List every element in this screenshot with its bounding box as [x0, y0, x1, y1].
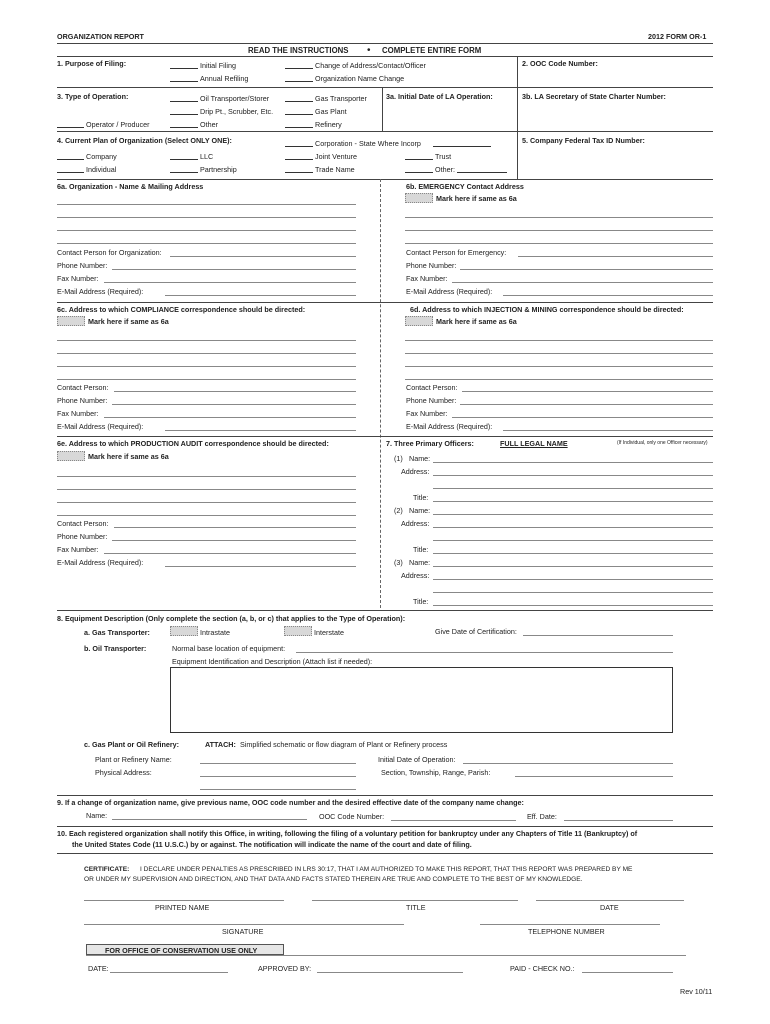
- plant-name-label: Plant or Refinery Name:: [95, 755, 172, 764]
- emergency-fax-field[interactable]: [452, 282, 713, 283]
- audit-email-label: E-Mail Address (Required):: [57, 558, 144, 567]
- org-fax-label: Fax Number:: [57, 274, 99, 283]
- injection-address-line-3[interactable]: [405, 366, 713, 367]
- audit-phone-field[interactable]: [112, 540, 356, 541]
- corporation-blank[interactable]: [285, 146, 313, 147]
- compliance-same-checkbox[interactable]: [57, 316, 85, 326]
- initial-date-title: 3a. Initial Date of LA Operation:: [386, 92, 493, 101]
- previous-ooc-label: OOC Code Number:: [319, 812, 385, 821]
- officers-note: (If Individual, only one Officer necessary): [617, 440, 708, 446]
- org-address-line-3[interactable]: [57, 230, 356, 231]
- complete-form: COMPLETE ENTIRE FORM: [382, 46, 482, 55]
- effective-date-label: Eff. Date:: [527, 812, 557, 821]
- other-plan-field[interactable]: [457, 172, 507, 173]
- individual-blank[interactable]: [57, 172, 84, 173]
- injection-same-label: Mark here if same as 6a: [436, 317, 517, 326]
- telephone-caption: TELEPHONE NUMBER: [528, 927, 605, 936]
- certificate-text-1: I DECLARE UNDER PENALTIES AS PRESCRIBED IN LRS 30:17, THAT I AM AUTHORIZED TO MAKE THIS REPORT, THAT THIS REPORT WAS PREPARED BY ME: [140, 866, 633, 873]
- telephone-field[interactable]: [480, 924, 660, 925]
- org-contact-field[interactable]: [170, 256, 356, 257]
- printed-name-caption: PRINTED NAME: [155, 903, 210, 912]
- audit-contact-label: Contact Person:: [57, 519, 109, 528]
- annual-refiling-label: Annual Refiling: [200, 74, 249, 83]
- officer-2-title-label: Title:: [413, 545, 429, 554]
- compliance-contact-label: Contact Person:: [57, 383, 109, 392]
- compliance-contact-field[interactable]: [114, 391, 356, 392]
- emergency-email-field[interactable]: [503, 295, 713, 296]
- company-blank[interactable]: [57, 159, 84, 160]
- initial-operation-label: Initial Date of Operation:: [378, 755, 456, 764]
- org-phone-field[interactable]: [112, 269, 356, 270]
- base-location-label: Normal base location of equipment:: [172, 644, 286, 653]
- previous-ooc-field[interactable]: [391, 820, 516, 821]
- certificate-text-2: OR UNDER MY SUPERVISION AND DIRECTION, AND THAT DATA AND FACTS STATED THEREIN ARE TRUE AND COMPLETE TO THE BEST OF MY KNOWLEDGE.: [84, 876, 583, 883]
- oil-transporter-blank[interactable]: [170, 101, 198, 102]
- audit-email-field[interactable]: [165, 566, 356, 567]
- corporation-label: Corporation - State Where Incorp: [315, 139, 421, 148]
- emergency-address-line-1[interactable]: [405, 217, 713, 218]
- joint-venture-label: Joint Venture: [315, 152, 357, 161]
- certification-date-field[interactable]: [523, 635, 673, 636]
- officer-1-address-label: Address:: [401, 467, 430, 476]
- emergency-address-line-3[interactable]: [405, 243, 713, 244]
- audit-title: 6e. Address to which PRODUCTION AUDIT correspondence should be directed:: [57, 439, 329, 448]
- drip-blank[interactable]: [170, 114, 198, 115]
- emergency-fax-label: Fax Number:: [406, 274, 448, 283]
- org-phone-label: Phone Number:: [57, 261, 108, 270]
- officer-1-name-label: Name:: [409, 454, 431, 463]
- org-address-line-2[interactable]: [57, 217, 356, 218]
- compliance-same-label: Mark here if same as 6a: [88, 317, 169, 326]
- officer-2-number: (2): [394, 506, 403, 515]
- emergency-title: 6b. EMERGENCY Contact Address: [406, 182, 524, 191]
- officer-3-address-line-1[interactable]: [433, 579, 713, 580]
- physical-address-line-2[interactable]: [200, 789, 356, 790]
- compliance-fax-field[interactable]: [104, 417, 356, 418]
- emergency-address-line-2[interactable]: [405, 230, 713, 231]
- tax-id-title: 5. Company Federal Tax ID Number:: [522, 136, 645, 145]
- emergency-same-checkbox[interactable]: [405, 193, 433, 203]
- injection-address-line-2[interactable]: [405, 353, 713, 354]
- section-township-field[interactable]: [515, 776, 673, 777]
- compliance-address-line-2[interactable]: [57, 353, 356, 354]
- compliance-email-label: E-Mail Address (Required):: [57, 422, 144, 431]
- ooc-code-title: 2. OOC Code Number:: [522, 59, 598, 68]
- officer-1-title-label: Title:: [413, 493, 429, 502]
- other-plan-blank[interactable]: [405, 172, 433, 173]
- emergency-contact-field[interactable]: [518, 256, 713, 257]
- injection-address-line-1[interactable]: [405, 340, 713, 341]
- attach-label: ATTACH:: [205, 740, 236, 749]
- drip-label: Drip Pt., Scrubber, Etc.: [200, 107, 274, 116]
- approved-by-field[interactable]: [317, 972, 463, 973]
- audit-same-label: Mark here if same as 6a: [88, 452, 169, 461]
- company-label: Company: [86, 152, 117, 161]
- operation-type-title: 3. Type of Operation:: [57, 92, 129, 101]
- printed-name-field[interactable]: [84, 900, 284, 901]
- injection-fax-label: Fax Number:: [406, 409, 448, 418]
- equipment-title: 8. Equipment Description (Only complete the section (a, b, or c) that applies to the Type of Operation):: [57, 614, 406, 623]
- change-address-blank[interactable]: [285, 68, 313, 69]
- individual-label: Individual: [86, 165, 117, 174]
- gas-transporter-label: Gas Transporter: [315, 94, 367, 103]
- approved-by-label: APPROVED BY:: [258, 964, 312, 973]
- officer-1-address-line-2[interactable]: [433, 488, 713, 489]
- injection-phone-label: Phone Number:: [406, 396, 457, 405]
- emergency-email-label: E-Mail Address (Required):: [406, 287, 493, 296]
- office-date-label: DATE:: [88, 964, 109, 973]
- officer-3-name-label: Name:: [409, 558, 431, 567]
- officer-3-number: (3): [394, 558, 403, 567]
- audit-address-line-2[interactable]: [57, 489, 356, 490]
- date-caption: DATE: [600, 903, 619, 912]
- trade-name-label: Trade Name: [315, 165, 355, 174]
- org-contact-label: Contact Person for Organization:: [57, 248, 162, 257]
- equipment-description-box[interactable]: [170, 667, 673, 733]
- compliance-phone-label: Phone Number:: [57, 396, 108, 405]
- officer-1-name-field[interactable]: [433, 462, 713, 463]
- org-address-title: 6a. Organization - Name & Mailing Address: [57, 182, 204, 191]
- check-number-label: PAID - CHECK NO.:: [510, 964, 575, 973]
- compliance-phone-field[interactable]: [112, 404, 356, 405]
- other-op-label: Other: [200, 120, 218, 129]
- officers-title: 7. Three Primary Officers:: [386, 439, 474, 448]
- officer-3-address-label: Address:: [401, 571, 430, 580]
- emergency-phone-field[interactable]: [460, 269, 713, 270]
- gas-plant-label: Gas Plant: [315, 107, 347, 116]
- header-rule: [57, 43, 713, 44]
- compliance-address-line-3[interactable]: [57, 366, 356, 367]
- read-instructions: READ THE INSTRUCTIONS: [248, 46, 349, 55]
- injection-phone-field[interactable]: [460, 404, 713, 405]
- org-email-label: E-Mail Address (Required):: [57, 287, 144, 296]
- officer-2-address-line-1[interactable]: [433, 527, 713, 528]
- initial-filing-blank[interactable]: [170, 68, 198, 69]
- plant-name-field[interactable]: [200, 763, 356, 764]
- officer-3-title-field[interactable]: [433, 605, 713, 606]
- officer-2-address-line-2[interactable]: [433, 540, 713, 541]
- oil-transporter-subtitle: b. Oil Transporter:: [84, 644, 147, 653]
- office-date-field[interactable]: [110, 972, 228, 973]
- refinery-label: Refinery: [315, 120, 342, 129]
- compliance-address-line-1[interactable]: [57, 340, 356, 341]
- intrastate-checkbox[interactable]: [170, 626, 198, 636]
- initial-operation-field[interactable]: [463, 763, 673, 764]
- officer-3-address-line-2[interactable]: [433, 592, 713, 593]
- name-change-blank[interactable]: [285, 81, 313, 82]
- annual-refiling-blank[interactable]: [170, 81, 198, 82]
- org-address-line-1[interactable]: [57, 204, 356, 205]
- incorp-state-field[interactable]: [433, 146, 491, 147]
- officer-2-name-field[interactable]: [433, 514, 713, 515]
- compliance-email-field[interactable]: [165, 430, 356, 431]
- injection-email-field[interactable]: [503, 430, 713, 431]
- certification-date-label: Give Date of Certification:: [435, 627, 517, 636]
- officer-2-title-field[interactable]: [433, 553, 713, 554]
- section-township-label: Section, Township, Range, Parish:: [381, 768, 491, 777]
- purpose-title: 1. Purpose of Filing:: [57, 59, 127, 68]
- audit-address-line-3[interactable]: [57, 502, 356, 503]
- injection-contact-label: Contact Person:: [406, 383, 458, 392]
- attach-text: Simplified schematic or flow diagram of Plant or Refinery process: [240, 740, 448, 749]
- certificate-label: CERTIFICATE:: [84, 866, 130, 873]
- org-address-line-4[interactable]: [57, 243, 356, 244]
- base-location-field[interactable]: [296, 652, 673, 653]
- full-legal-name: FULL LEGAL NAME: [500, 439, 568, 448]
- physical-address-field[interactable]: [200, 776, 356, 777]
- officer-3-title-label: Title:: [413, 597, 429, 606]
- audit-address-line-4[interactable]: [57, 515, 356, 516]
- trust-label: Trust: [435, 152, 452, 161]
- gas-plant-subtitle: c. Gas Plant or Oil Refinery:: [84, 740, 180, 749]
- form-number: 2012 FORM OR-1: [648, 32, 707, 41]
- audit-same-checkbox[interactable]: [57, 451, 85, 461]
- signature-field[interactable]: [84, 924, 404, 925]
- audit-contact-field[interactable]: [114, 527, 356, 528]
- injection-address-line-4[interactable]: [405, 379, 713, 380]
- physical-address-label: Physical Address:: [95, 768, 152, 777]
- refinery-blank[interactable]: [285, 127, 313, 128]
- charter-number-title: 3b. LA Secretary of State Charter Number:: [522, 92, 666, 101]
- other-op-blank[interactable]: [170, 127, 198, 128]
- gas-transporter-subtitle: a. Gas Transporter:: [84, 628, 150, 637]
- plan-title: 4. Current Plan of Organization (Select ONLY ONE):: [57, 136, 232, 145]
- org-email-field[interactable]: [165, 295, 356, 296]
- signature-caption: SIGNATURE: [222, 927, 264, 936]
- interstate-checkbox[interactable]: [284, 626, 312, 636]
- intrastate-label: Intrastate: [200, 628, 230, 637]
- trade-name-blank[interactable]: [285, 172, 313, 173]
- previous-name-label: Name:: [86, 811, 108, 820]
- llc-blank[interactable]: [170, 159, 198, 160]
- operator-label: Operator / Producer: [86, 120, 150, 129]
- partnership-blank[interactable]: [170, 172, 198, 173]
- other-plan-label: Other:: [435, 165, 455, 174]
- injection-email-label: E-Mail Address (Required):: [406, 422, 493, 431]
- equipment-id-label: Equipment Identification and Description (Attach list if needed):: [172, 657, 373, 666]
- org-fax-field[interactable]: [104, 282, 356, 283]
- audit-fax-label: Fax Number:: [57, 545, 99, 554]
- name-change-label: Organization Name Change: [315, 74, 405, 83]
- audit-fax-field[interactable]: [104, 553, 356, 554]
- office-use-banner: FOR OFFICE OF CONSERVATION USE ONLY: [86, 944, 284, 955]
- bankruptcy-notice-line-1: 10. Each registered organization shall notify this Office, in writing, following the filing of a voluntary petition for bankruptcy under any Chapters of Title 11 (Bankruptcy) of: [57, 829, 638, 838]
- injection-contact-field[interactable]: [462, 391, 713, 392]
- officer-1-title-field[interactable]: [433, 501, 713, 502]
- audit-phone-label: Phone Number:: [57, 532, 108, 541]
- report-title: ORGANIZATION REPORT: [57, 32, 144, 41]
- gas-plant-blank[interactable]: [285, 114, 313, 115]
- operator-blank[interactable]: [57, 127, 84, 128]
- bankruptcy-notice-line-2: the United States Code (11 U.S.C.) by or against. The notification will indicate the name of the court and date of filing.: [72, 840, 472, 849]
- officer-1-address-line-1[interactable]: [433, 475, 713, 476]
- check-number-field[interactable]: [582, 972, 673, 973]
- compliance-fax-label: Fax Number:: [57, 409, 99, 418]
- bullet-icon: •: [367, 44, 371, 56]
- emergency-phone-label: Phone Number:: [406, 261, 457, 270]
- revision-label: Rev 10/11: [680, 987, 713, 996]
- officer-2-address-label: Address:: [401, 519, 430, 528]
- officer-1-number: (1): [394, 454, 403, 463]
- initial-filing-label: Initial Filing: [200, 61, 236, 70]
- change-address-label: Change of Address/Contact/Officer: [315, 61, 426, 70]
- joint-venture-blank[interactable]: [285, 159, 313, 160]
- compliance-address-line-4[interactable]: [57, 379, 356, 380]
- injection-title: 6d. Address to which INJECTION & MINING correspondence should be directed:: [410, 305, 684, 314]
- oil-transporter-label: Oil Transporter/Storer: [200, 94, 270, 103]
- trust-blank[interactable]: [405, 159, 433, 160]
- gas-transporter-blank[interactable]: [285, 101, 313, 102]
- injection-fax-field[interactable]: [452, 417, 713, 418]
- effective-date-field[interactable]: [564, 820, 673, 821]
- emergency-same-label: Mark here if same as 6a: [436, 194, 517, 203]
- title-field[interactable]: [312, 900, 518, 901]
- llc-label: LLC: [200, 152, 214, 161]
- name-change-title: 9. If a change of organization name, give previous name, OOC code number and the desired effective date of the company name change:: [57, 798, 524, 807]
- audit-address-line-1[interactable]: [57, 476, 356, 477]
- title-caption: TITLE: [406, 903, 426, 912]
- officer-2-name-label: Name:: [409, 506, 431, 515]
- emergency-contact-label: Contact Person for Emergency:: [406, 248, 507, 257]
- compliance-title: 6c. Address to which COMPLIANCE correspondence should be directed:: [57, 305, 306, 314]
- previous-name-field[interactable]: [112, 819, 307, 820]
- partnership-label: Partnership: [200, 165, 237, 174]
- date-field[interactable]: [536, 900, 684, 901]
- injection-same-checkbox[interactable]: [405, 316, 433, 326]
- officer-3-name-field[interactable]: [433, 566, 713, 567]
- interstate-label: Interstate: [314, 628, 344, 637]
